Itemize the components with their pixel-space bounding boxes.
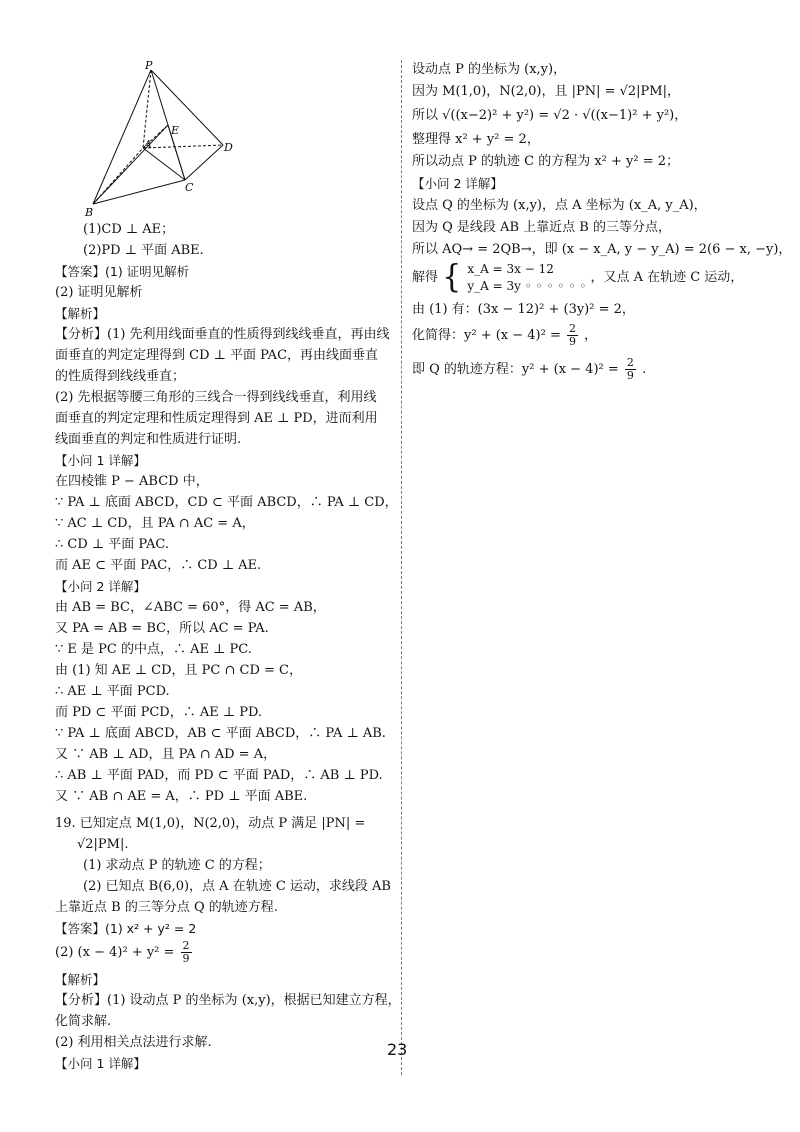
text-line: √2|PM|. — [77, 837, 129, 852]
section-label: 【小问 2 详解】 — [55, 579, 146, 594]
text-line: 又 PA = AB = BC，所以 AC = PA. — [55, 621, 269, 636]
text-line: 【分析】(1) 先利用线面垂直的性质得到线线垂直，再由线 — [55, 327, 390, 342]
text-line: 又 ∵ AB ∩ AE = A，∴ PD ⊥ 平面 ABE. — [55, 789, 308, 804]
text-line: 所以 √((x−2)² + y²) = √2 · √((x−1)² + y²)， — [412, 108, 688, 123]
section-label: 【小问 1 详解】 — [55, 1056, 146, 1071]
solve-label: 解得 — [412, 270, 439, 285]
label-c: C — [185, 181, 194, 194]
brace-icon: { — [442, 258, 462, 296]
fraction-denominator: 9 — [182, 952, 190, 965]
page-number: 23 — [387, 1040, 408, 1059]
analysis-label: 【解析】 — [55, 972, 106, 987]
text-line: 由 (1) 知 AE ⊥ CD，且 PC ∩ CD = C， — [55, 663, 303, 678]
text-line: (2) 证明见解析 — [55, 285, 143, 300]
text-line: ∴ AE ⊥ 平面 PCD. — [55, 684, 170, 699]
text-line: 所以 AQ→ = 2QB→，即 (x − x_A, y − y_A) = 2(6 − x, −y)， — [412, 242, 792, 257]
text-line: 面垂直的判定定理得到 CD ⊥ 平面 PAC，再由线面垂直 — [55, 348, 379, 363]
text-line: ∵ E 是 PC 的中点，∴ AE ⊥ PC. — [55, 642, 252, 657]
text-line: ∵ PA ⊥ 底面 ABCD，CD ⊂ 平面 ABCD，∴ PA ⊥ CD， — [55, 495, 398, 510]
solve-system — [412, 260, 743, 296]
fraction-denominator: 9 — [626, 369, 634, 382]
fraction — [625, 357, 636, 382]
case-1: x_A = 3x − 12 — [467, 261, 554, 276]
text-line: ∴ AB ⊥ 平面 PAD，而 PD ⊂ 平面 PAD，∴ AB ⊥ PD. — [55, 768, 383, 783]
comma: ， — [584, 328, 598, 343]
text-line: 所以动点 P 的轨迹 C 的方程为 x² + y² = 2； — [412, 154, 680, 169]
text-line: 化简求解. — [55, 1014, 112, 1029]
label-b: B — [85, 206, 94, 219]
fraction-numerator: 2 — [182, 939, 190, 952]
final-text: 即 Q 的轨迹方程：y² + (x − 4)² = — [412, 362, 619, 377]
fraction-numerator: 2 — [626, 356, 634, 369]
text-line: 因为 Q 是线段 AB 上靠近点 B 的三等分点， — [412, 220, 671, 235]
text-line: 因为 M(1,0)，N(2,0)，且 |PN| = √2|PM|， — [412, 84, 680, 99]
label-a: A — [144, 138, 152, 151]
analysis-label: 【解析】 — [55, 306, 106, 321]
label-d: D — [224, 141, 233, 154]
section-label: 【小问 2 详解】 — [412, 176, 503, 191]
pyramid-figure — [83, 60, 233, 220]
text-line: 设点 Q 的坐标为 (x,y)，点 A 坐标为 (x_A, y_A)， — [412, 198, 707, 213]
text-line: (2) 已知点 B(6,0)，点 A 在轨迹 C 运动，求线段 AB — [83, 879, 391, 894]
text-line: 上靠近点 B 的三等分点 Q 的轨迹方程. — [55, 900, 278, 915]
fraction-numerator: 2 — [569, 322, 576, 335]
fraction — [181, 940, 192, 965]
answer-label: 【答案】(1) x² + y² = 2 — [55, 921, 197, 936]
text-line: 整理得 x² + y² = 2， — [412, 132, 540, 147]
period: . — [642, 362, 647, 377]
text-line: 而 AE ⊂ 平面 PAC，∴ CD ⊥ AE. — [55, 558, 262, 573]
answer-2-text: (2) (x − 4)² + y² = — [55, 945, 175, 960]
text-line: 由 AB = BC，∠ABC = 60°，得 AC = AB， — [55, 600, 326, 615]
text-line: ，又点 A 在轨迹 C 运动， — [590, 270, 744, 285]
text-line: (2) 利用相关点法进行求解. — [55, 1035, 212, 1050]
text-line: (2)PD ⊥ 平面 ABE. — [83, 243, 204, 258]
text-line: 线面垂直的判定和性质进行证明. — [55, 432, 242, 447]
column-divider — [401, 60, 402, 1075]
text-line: (2) 先根据等腰三角形的三线合一得到线线垂直，利用线 — [55, 390, 377, 405]
text-line: ∵ PA ⊥ 底面 ABCD，AB ⊂ 平面 ABCD，∴ PA ⊥ AB. — [55, 726, 386, 741]
text-line: 【分析】(1) 设动点 P 的坐标为 (x,y)，根据已知建立方程， — [55, 993, 401, 1008]
label-p: P — [145, 60, 153, 72]
text-line: 面垂直的判定定理和性质定理得到 AE ⊥ PD，进而利用 — [55, 411, 378, 426]
fraction — [567, 323, 578, 348]
text-line: 设动点 P 的坐标为 (x,y)， — [412, 62, 567, 77]
final-line — [412, 356, 646, 384]
text-line: (1)CD ⊥ AE； — [83, 222, 175, 237]
text-line: 的性质得到线线垂直； — [55, 369, 186, 384]
answer-2 — [55, 940, 194, 966]
answer-label: 【答案】(1) 证明见解析 — [55, 264, 190, 279]
label-e: E — [171, 124, 180, 137]
text-line: 而 PD ⊂ 平面 PCD，∴ AE ⊥ PD. — [55, 705, 263, 720]
problem-19: 19. 已知定点 M(1,0)，N(2,0)，动点 P 满足 |PN| = — [55, 816, 366, 831]
text-line: 在四棱锥 P − ABCD 中， — [55, 474, 209, 489]
text-line: ∵ AC ⊥ CD，且 PA ∩ AC = A， — [55, 516, 255, 531]
fraction-denominator: 9 — [569, 335, 576, 348]
case-2: y_A = 3y ◦ ◦ ◦ ◦ ◦ ◦ — [467, 278, 587, 293]
simplified-line — [412, 322, 597, 350]
section-label: 【小问 1 详解】 — [55, 453, 146, 468]
simplified-text: 化简得：y² + (x − 4)² = — [412, 328, 561, 343]
text-line: (1) 求动点 P 的轨迹 C 的方程； — [83, 858, 271, 873]
system-cases — [467, 261, 586, 295]
text-line: 又 ∵ AB ⊥ AD，且 PA ∩ AD = A， — [55, 747, 277, 762]
text-line: ∴ CD ⊥ 平面 PAC. — [55, 537, 169, 552]
text-line: 由 (1) 有：(3x − 12)² + (3y)² = 2， — [412, 302, 635, 317]
